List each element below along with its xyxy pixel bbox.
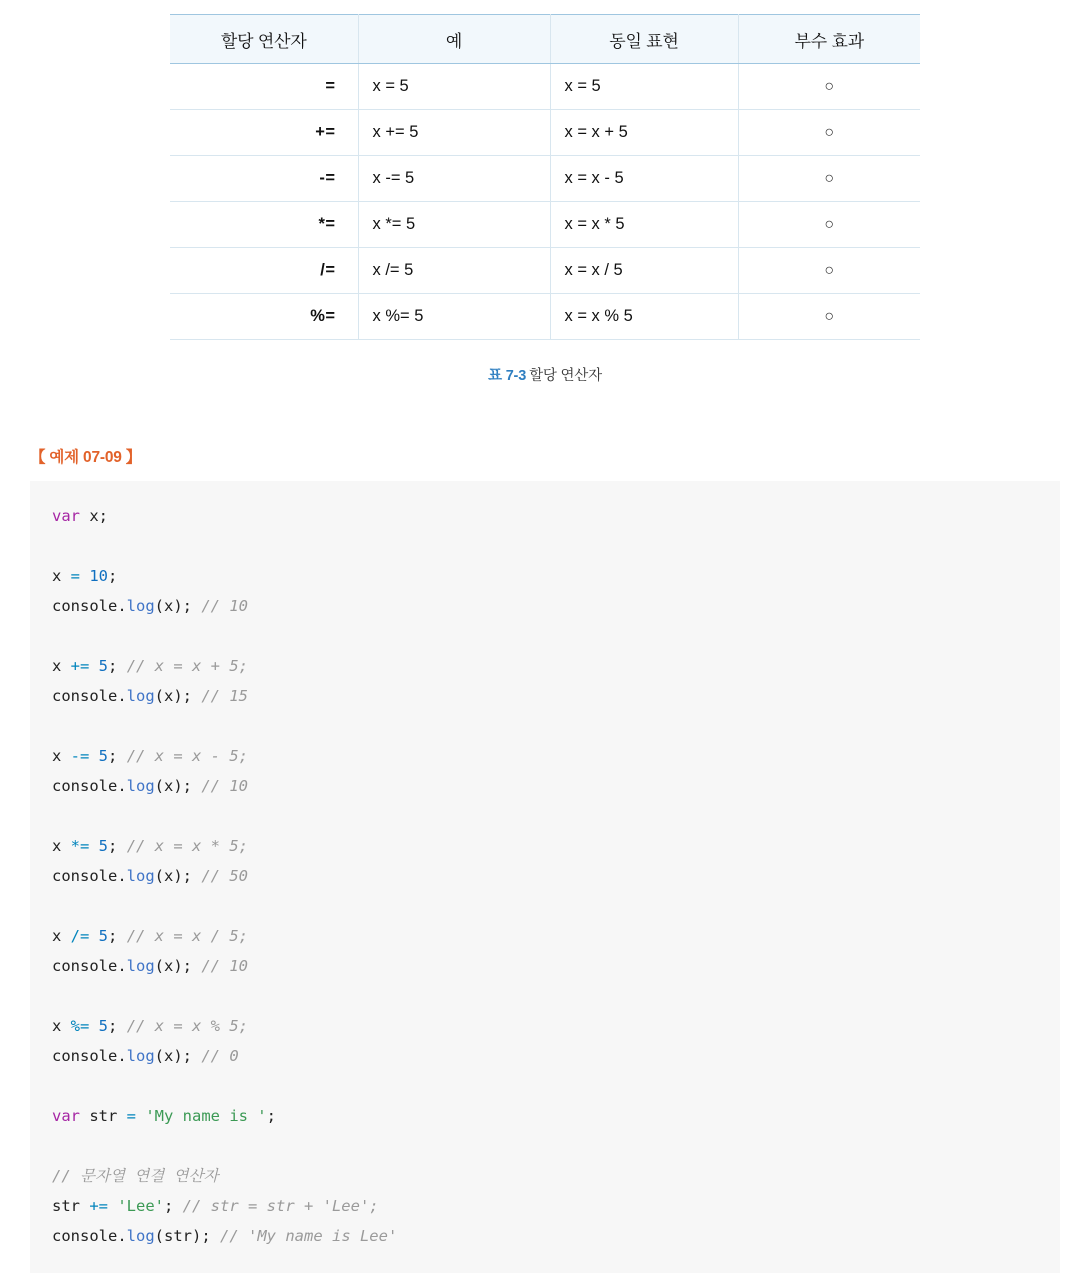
- cell-equivalent: x = 5: [550, 64, 738, 110]
- code-token: // 문자열 연결 연산자: [52, 1167, 219, 1185]
- code-line: [52, 1131, 1060, 1161]
- column-header-side-effect: 부수 효과: [738, 15, 920, 64]
- cell-equivalent: x = x % 5: [550, 294, 738, 340]
- table-body: [170, 64, 920, 340]
- code-line: [52, 1221, 1060, 1251]
- table-row: [170, 294, 920, 340]
- table-row: [170, 156, 920, 202]
- code-token: -=: [70, 747, 99, 765]
- cell-operator: *=: [170, 202, 358, 248]
- code-token: log: [126, 687, 155, 705]
- code-token: 5: [98, 837, 109, 855]
- code-token: // x = x % 5;: [126, 1017, 249, 1035]
- code-line: [52, 1071, 1060, 1101]
- code-token: *=: [70, 837, 99, 855]
- code-token: 5: [98, 747, 109, 765]
- code-token: =: [126, 1107, 146, 1125]
- cell-example: x *= 5: [358, 202, 550, 248]
- code-token: console: [52, 957, 118, 975]
- code-token: console: [52, 597, 118, 615]
- table-row: [170, 202, 920, 248]
- code-line: [52, 771, 1060, 801]
- code-token: 'My name is ': [145, 1107, 267, 1125]
- code-token: .: [117, 597, 127, 615]
- code-line: [52, 741, 1060, 771]
- cell-equivalent: x = x + 5: [550, 110, 738, 156]
- cell-side-effect: ○: [738, 110, 920, 156]
- cell-example: x /= 5: [358, 248, 550, 294]
- cell-side-effect: ○: [738, 64, 920, 110]
- code-token: // x = x * 5;: [126, 837, 249, 855]
- code-token: x: [52, 1017, 71, 1035]
- code-token: console: [52, 687, 118, 705]
- code-token: // x = x + 5;: [126, 657, 249, 675]
- code-token: (x);: [154, 867, 202, 885]
- code-token: // 50: [201, 867, 249, 885]
- code-token: ;: [108, 1017, 127, 1035]
- table-caption-text: 할당 연산자: [529, 368, 602, 384]
- code-token: .: [117, 957, 127, 975]
- cell-operator: =: [170, 64, 358, 110]
- table-header-row: [170, 15, 920, 64]
- code-token: // 15: [201, 687, 249, 705]
- code-token: x: [52, 837, 71, 855]
- code-token: log: [126, 957, 155, 975]
- code-token: (x);: [154, 687, 202, 705]
- cell-example: x = 5: [358, 64, 550, 110]
- code-token: str: [52, 1197, 90, 1215]
- code-token: (x);: [154, 957, 202, 975]
- assignment-operator-table-wrapper: [0, 0, 1090, 340]
- code-token: ;: [108, 927, 127, 945]
- assignment-operator-table: [170, 14, 920, 340]
- column-header-operator: 할당 연산자: [170, 15, 358, 64]
- code-line: [52, 891, 1060, 921]
- cell-example: x %= 5: [358, 294, 550, 340]
- code-token: ;: [108, 657, 127, 675]
- code-token: log: [126, 1047, 155, 1065]
- code-token: ;: [164, 1197, 183, 1215]
- cell-equivalent: x = x / 5: [550, 248, 738, 294]
- code-token: // 10: [201, 597, 249, 615]
- code-token: ;: [266, 1107, 276, 1125]
- code-line: [52, 711, 1060, 741]
- code-token: console: [52, 777, 118, 795]
- cell-side-effect: ○: [738, 248, 920, 294]
- code-token: console: [52, 867, 118, 885]
- code-line: [52, 1011, 1060, 1041]
- code-token: ;: [108, 837, 127, 855]
- code-token: // x = x / 5;: [126, 927, 249, 945]
- code-token: var: [52, 1107, 90, 1125]
- code-token: // 10: [201, 777, 249, 795]
- cell-operator: +=: [170, 110, 358, 156]
- code-line: [52, 531, 1060, 561]
- code-line: [52, 921, 1060, 951]
- table-row: [170, 110, 920, 156]
- code-line: [52, 861, 1060, 891]
- cell-side-effect: ○: [738, 202, 920, 248]
- code-line: [52, 801, 1060, 831]
- code-token: .: [117, 687, 127, 705]
- code-token: (x);: [154, 777, 202, 795]
- example-heading: 【 예제 07-09 】: [30, 449, 142, 466]
- code-token: .: [117, 867, 127, 885]
- code-token: // 0: [201, 1047, 239, 1065]
- code-line: [52, 651, 1060, 681]
- code-token: +=: [70, 657, 99, 675]
- code-token: console: [52, 1047, 118, 1065]
- table-row: [170, 64, 920, 110]
- code-token: // 'My name is Lee': [220, 1227, 398, 1245]
- cell-side-effect: ○: [738, 294, 920, 340]
- code-token: x: [52, 567, 71, 585]
- column-header-example: 예: [358, 15, 550, 64]
- code-token: (x);: [154, 597, 202, 615]
- code-line: [52, 1101, 1060, 1131]
- code-token: 'Lee': [117, 1197, 164, 1215]
- code-token: // 10: [201, 957, 249, 975]
- code-token: .: [117, 1227, 127, 1245]
- code-token: /=: [70, 927, 99, 945]
- cell-example: x -= 5: [358, 156, 550, 202]
- cell-example: x += 5: [358, 110, 550, 156]
- column-header-equivalent: 동일 표현: [550, 15, 738, 64]
- code-token: console: [52, 1227, 118, 1245]
- code-line: [52, 561, 1060, 591]
- code-token: x;: [89, 507, 108, 525]
- cell-equivalent: x = x - 5: [550, 156, 738, 202]
- code-token: x: [52, 927, 71, 945]
- code-token: %=: [70, 1017, 99, 1035]
- code-token: (x);: [154, 1047, 202, 1065]
- code-line: [52, 1161, 1060, 1191]
- code-token: 10: [89, 567, 109, 585]
- code-token: 5: [98, 1017, 109, 1035]
- cell-operator: %=: [170, 294, 358, 340]
- code-token: =: [70, 567, 90, 585]
- code-line: [52, 1191, 1060, 1221]
- code-token: // str = str + 'Lee';: [182, 1197, 379, 1215]
- code-token: log: [126, 867, 155, 885]
- code-token: +=: [89, 1197, 118, 1215]
- code-token: 5: [98, 657, 109, 675]
- code-line: [52, 621, 1060, 651]
- code-token: .: [117, 1047, 127, 1065]
- code-token: ;: [108, 567, 118, 585]
- code-token: var: [52, 507, 90, 525]
- code-line: [52, 951, 1060, 981]
- code-token: // x = x - 5;: [126, 747, 249, 765]
- table-row: [170, 248, 920, 294]
- cell-operator: -=: [170, 156, 358, 202]
- code-line: [52, 501, 1060, 531]
- code-token: x: [52, 747, 71, 765]
- code-token: log: [126, 777, 155, 795]
- cell-side-effect: ○: [738, 156, 920, 202]
- code-line: [52, 981, 1060, 1011]
- cell-equivalent: x = x * 5: [550, 202, 738, 248]
- cell-operator: /=: [170, 248, 358, 294]
- code-line: [52, 1041, 1060, 1071]
- code-token: 5: [98, 927, 109, 945]
- table-caption: [0, 364, 1090, 385]
- code-line: [52, 831, 1060, 861]
- code-token: log: [126, 1227, 155, 1245]
- code-token: .: [117, 777, 127, 795]
- code-token: str: [89, 1107, 127, 1125]
- code-line: [52, 591, 1060, 621]
- table-caption-label: 표 7-3: [488, 368, 527, 384]
- code-token: ;: [108, 747, 127, 765]
- code-block: [30, 481, 1060, 1273]
- code-token: (str);: [154, 1227, 220, 1245]
- code-token: log: [126, 597, 155, 615]
- code-line: [52, 681, 1060, 711]
- code-token: x: [52, 657, 71, 675]
